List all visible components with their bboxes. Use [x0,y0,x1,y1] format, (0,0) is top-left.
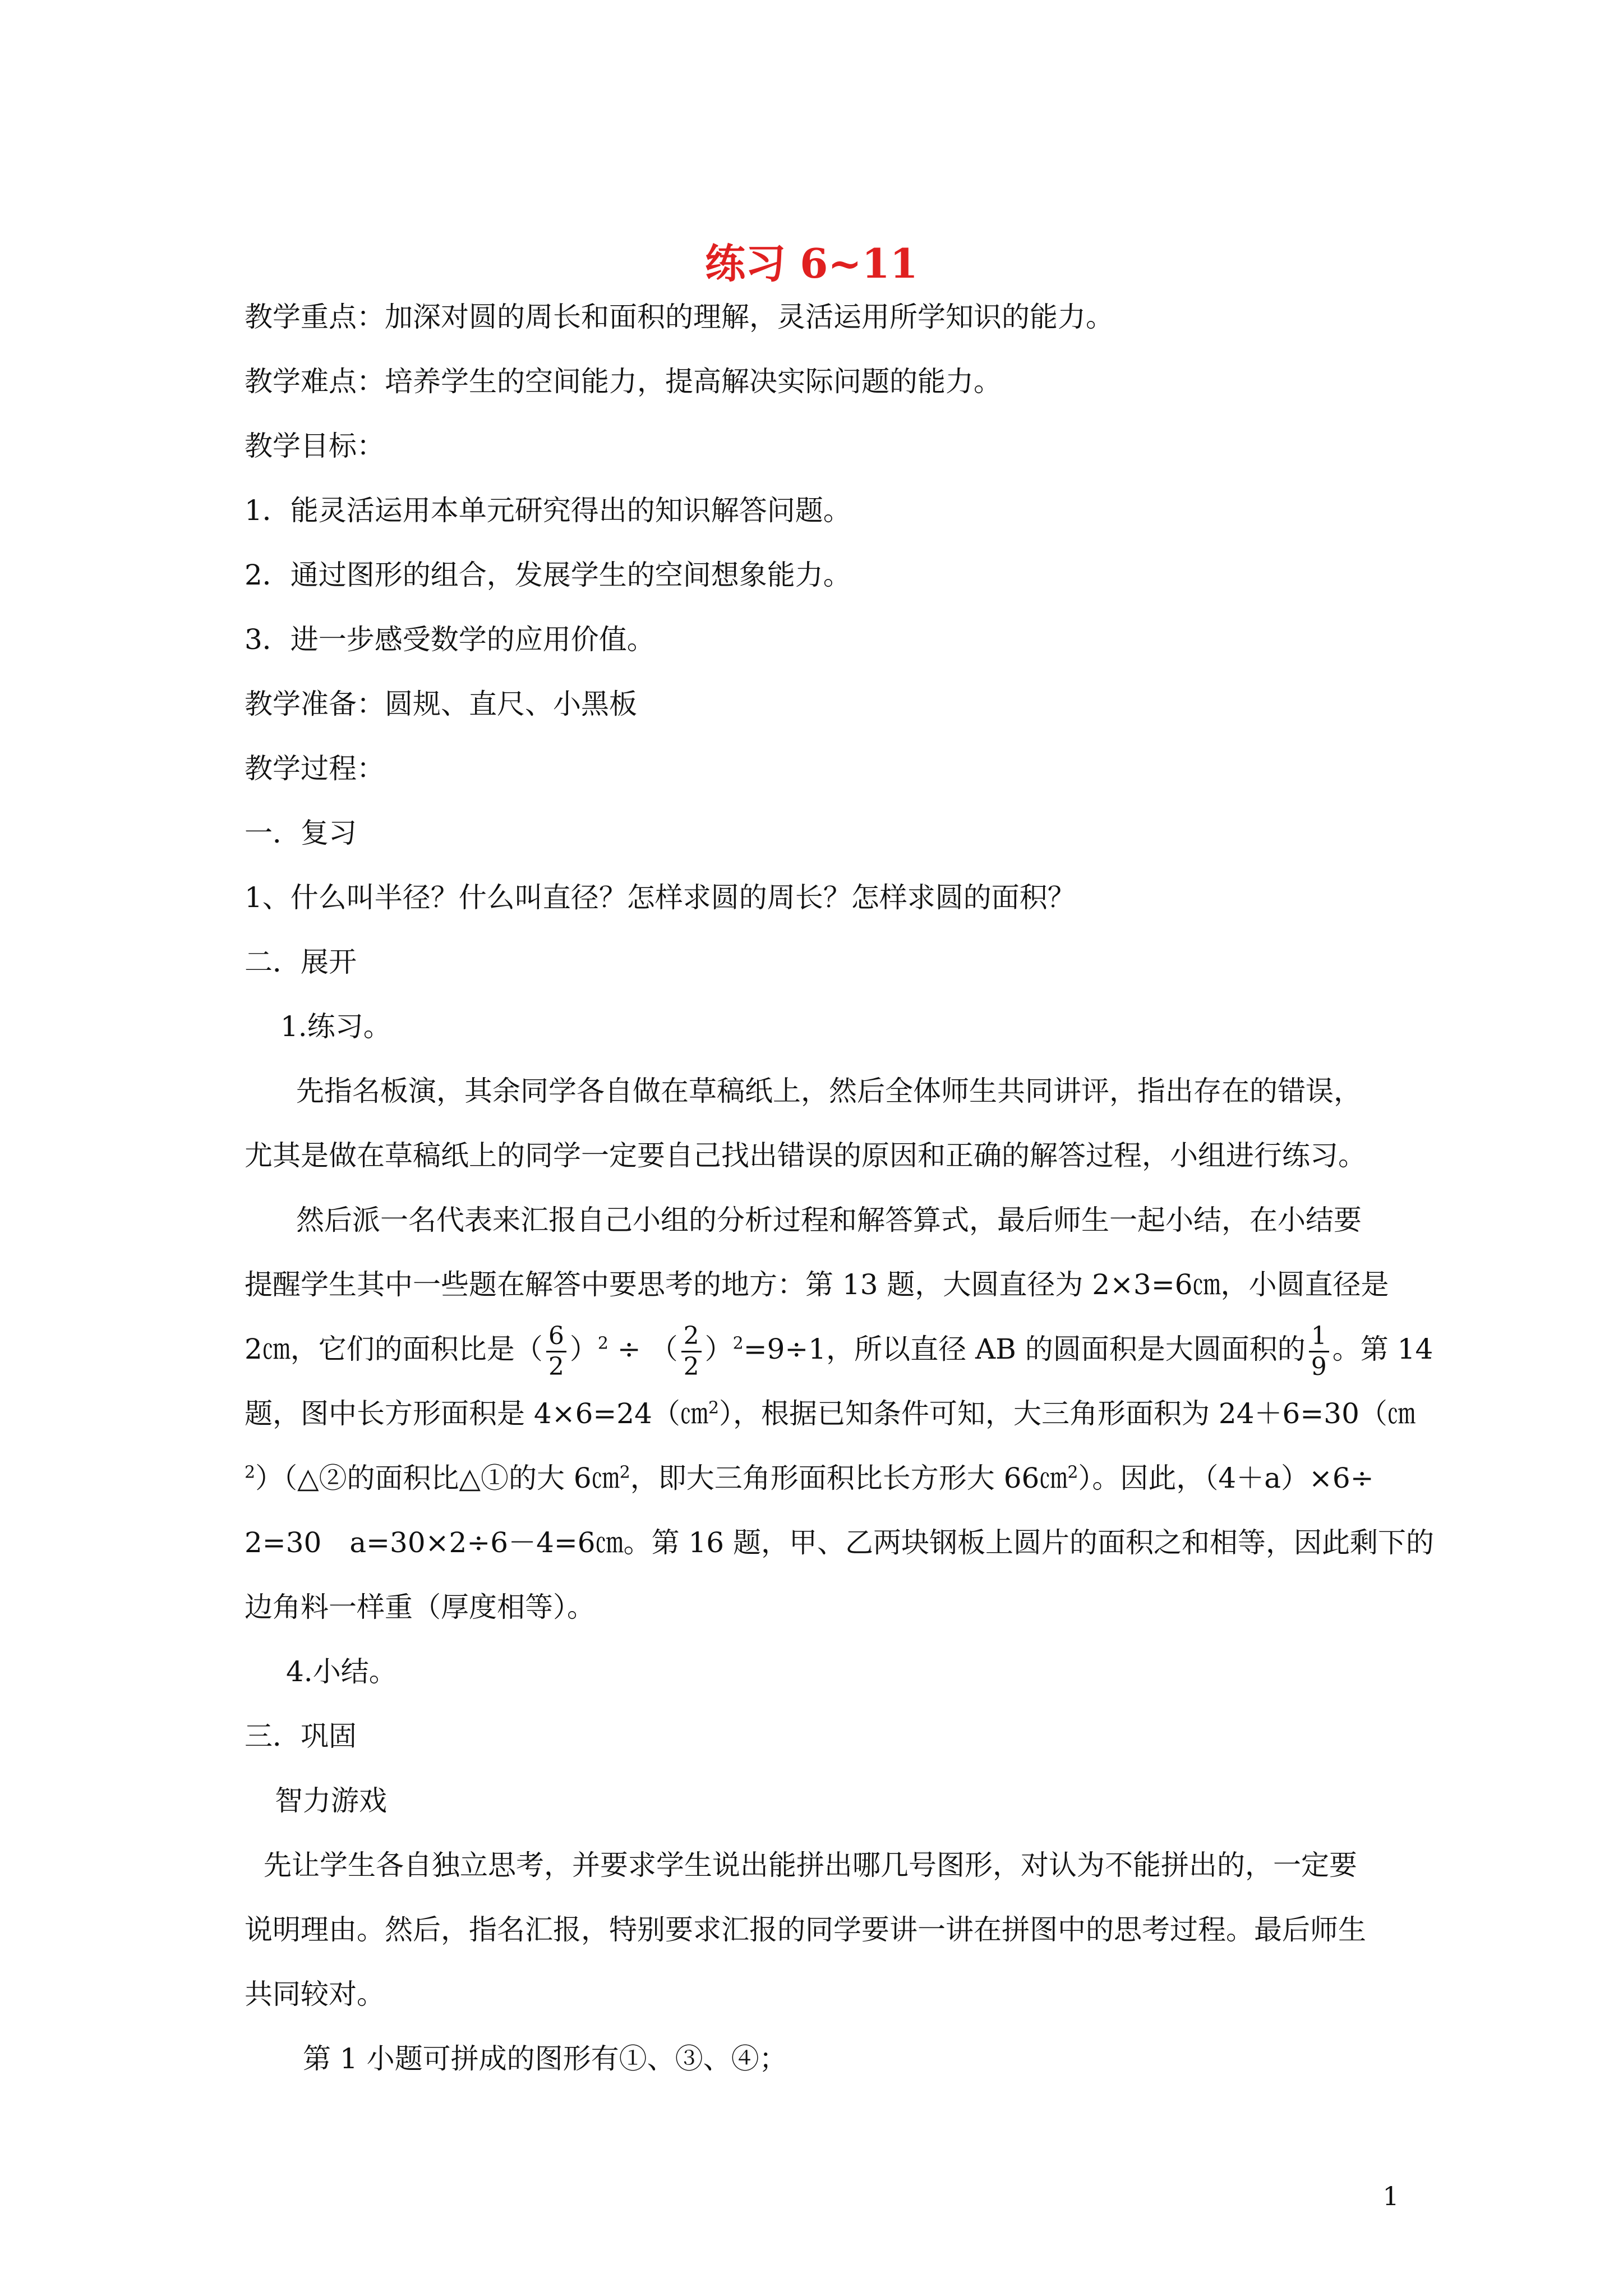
fraction-denominator: 2 [546,1351,566,1382]
text-segment: =9÷1，所以直径 AB 的圆面积是大圆面积的 [743,1333,1306,1365]
process-heading: 教学过程： [245,752,385,785]
fraction-numerator: 6 [548,1321,564,1350]
subsection-practice: 1.练习。 [280,1010,391,1043]
paragraph-2-line-7: 边角料一样重（厚度相等）。 [245,1591,595,1623]
text-segment: 题，图中长方形面积是 4×6=24（㎝ [245,1397,708,1430]
teaching-difficulty: 教学难点：培养学生的空间能力，提高解决实际问题的能力。 [245,365,1002,398]
paragraph-1-line-2: 尤其是做在草稿纸上的同学一定要自己找出错误的原因和正确的解答过程，小组进行练习。 [245,1139,1366,1172]
fraction-denominator: 9 [1309,1351,1329,1382]
paragraph-2-line-2: 提醒学生其中一些题在解答中要思考的地方：第 13 题，大圆直径为 2×3=6㎝，小圆直径是 [245,1268,1389,1301]
text-segment: 2㎝，它们的面积比是（ [245,1333,543,1365]
fraction-6-over-2 [546,1322,566,1382]
fraction-1-over-9 [1309,1322,1329,1382]
teaching-prep: 教学准备：圆规、直尺、小黑板 [245,688,637,720]
page-number: 1 [1382,2181,1399,2211]
text-segment: ）（△②的面积比△①的大 6㎝ [255,1462,620,1494]
fraction-2-over-2 [681,1322,702,1382]
paragraph-3-line-4: 第 1 小题可拼成的图形有①、③、④； [303,2042,787,2075]
paragraph-1-line-1: 先指名板演，其余同学各自做在草稿纸上，然后全体师生共同讲评，指出存在的错误， [296,1075,1362,1107]
paragraph-3-line-3: 共同较对。 [245,1978,385,2010]
text-segment: 。第 14 [1332,1333,1433,1365]
subsection-summary: 4.小结。 [286,1655,397,1688]
goal-item-1: 1．能灵活运用本单元研究得出的知识解答问题。 [245,494,851,527]
puzzle-game-heading: 智力游戏 [275,1784,387,1817]
exponent: 2 [245,1462,256,1483]
text-segment: ÷ （ [608,1333,678,1365]
page-title: 练习 6~11 [705,240,918,288]
teaching-focus: 教学重点：加深对圆的周长和面积的理解，灵活运用所学知识的能力。 [245,301,1114,333]
fraction-numerator: 1 [1311,1321,1327,1350]
paragraph-2-line-4 [245,1394,1415,1433]
fraction-numerator: 2 [683,1321,699,1350]
paragraph-2-line-1: 然后派一名代表来汇报自己小组的分析过程和解答算式，最后师生一起小结，在小结要 [296,1204,1362,1236]
exponent: 2 [1067,1462,1078,1483]
exponent: 2 [619,1462,630,1483]
text-segment: ）。因此，（4＋a）×6÷ [1078,1462,1374,1494]
section-review-heading: 一．复习 [245,817,357,849]
exponent: 2 [708,1398,720,1418]
review-question: 1、什么叫半径？什么叫直径？怎样求圆的周长？怎样求圆的面积？ [245,881,1076,914]
paragraph-2-line-5 [245,1458,1411,1498]
text-segment: ，即大三角形面积比长方形大 66㎝ [630,1462,1068,1494]
paragraph-3-line-2: 说明理由。然后，指名汇报，特别要求汇报的同学要讲一讲在拼图中的思考过程。最后师生 [245,1913,1366,1946]
text-segment: ） [704,1333,733,1365]
goal-item-2: 2．通过图形的组合，发展学生的空间想象能力。 [245,559,851,591]
paragraph-3-line-1: 先让学生各自独立思考，并要求学生说出能拼出哪几号图形，对认为不能拼出的，一定要 [264,1849,1357,1881]
fraction-denominator: 2 [681,1351,702,1382]
text-segment: ） [569,1333,598,1365]
section-expand-heading: 二．展开 [245,946,357,978]
exponent: 2 [597,1333,608,1354]
exponent: 2 [732,1333,744,1354]
paragraph-2-line-6: 2=30 a=30×2÷6－4=6㎝。第 16 题，甲、乙两块钢板上圆片的面积之和相等，因此剩下的 [245,1526,1434,1559]
goals-heading: 教学目标： [245,430,385,462]
section-consolidate-heading: 三．巩固 [245,1720,357,1752]
text-segment: ），根据已知条件可知，大三角形面积为 24＋6=30（㎝ [719,1397,1415,1430]
goal-item-3: 3．进一步感受数学的应用价值。 [245,623,655,656]
paragraph-2-line-3 [245,1315,1433,1383]
